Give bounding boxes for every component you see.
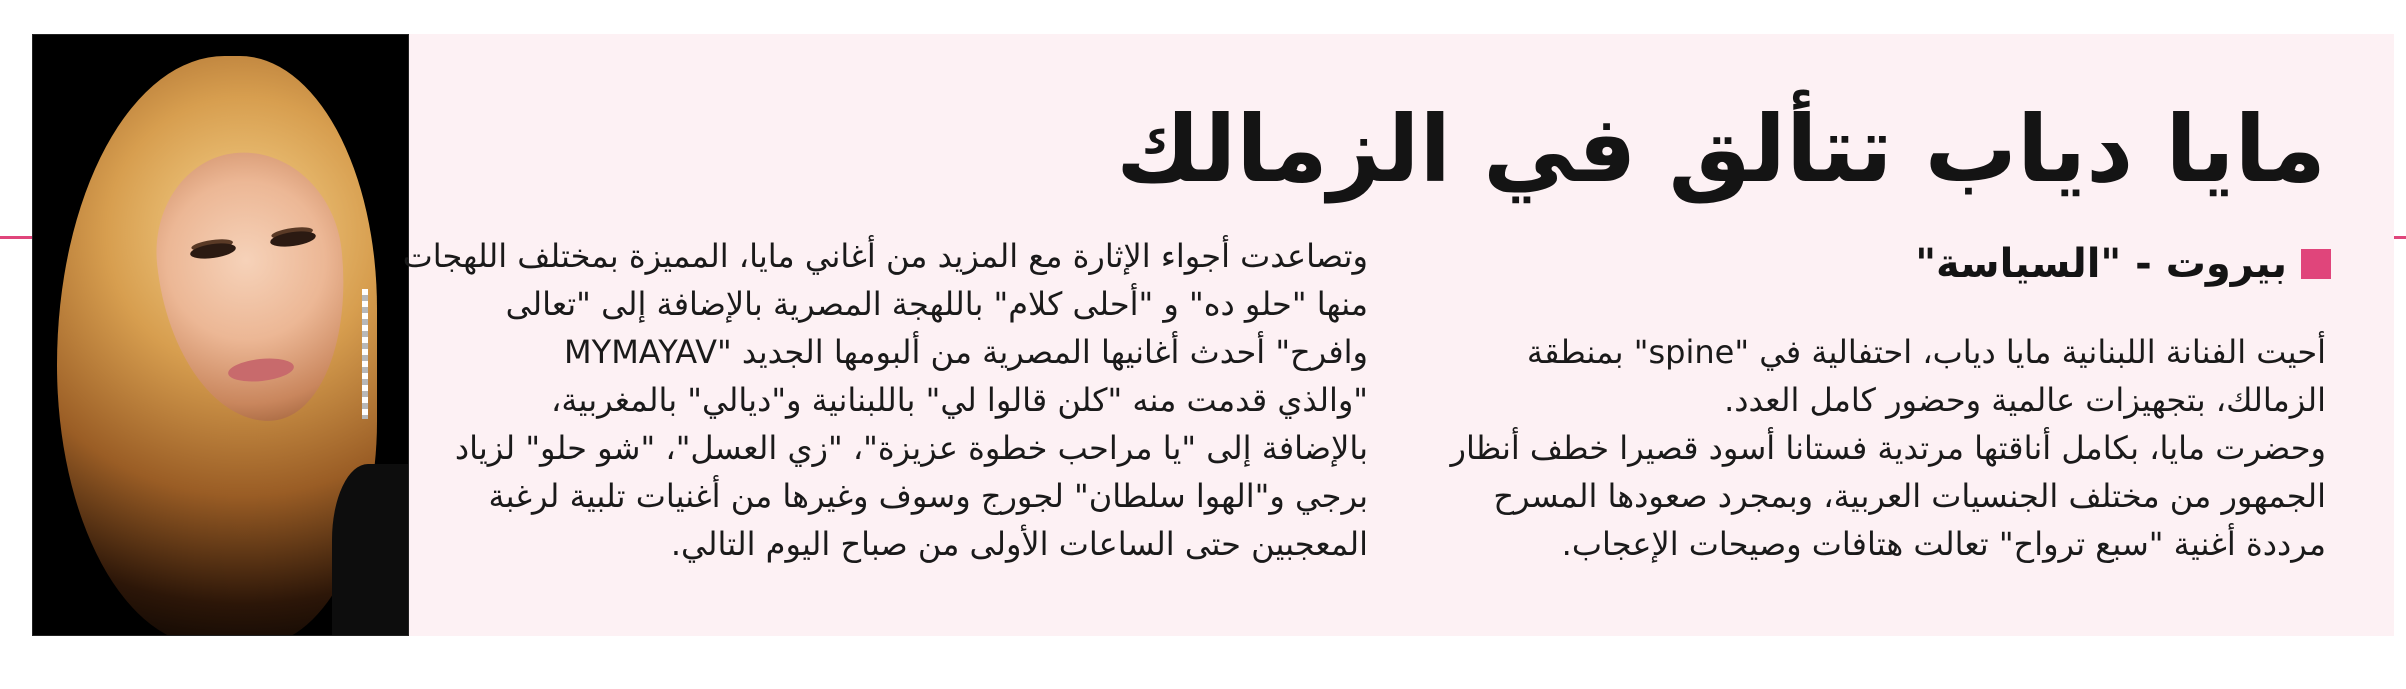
column-line: الزمالك، بتجهيزات عالمية وحضور كامل العدد. bbox=[1724, 381, 2326, 419]
column-line: برجي و"الهوا سلطان" لجورج وسوف وغيرها من أغنيات تلبية لرغبة bbox=[488, 477, 1368, 515]
article-column-left bbox=[402, 232, 1368, 568]
article-column-right bbox=[1446, 328, 2326, 568]
column-line: المعجبين حتى الساعات الأولى من صباح اليوم التالي. bbox=[670, 525, 1368, 563]
column-line: وحضرت مايا، بكامل أناقتها مرتدية فستانا أسود قصيرا خطف أنظار bbox=[1450, 429, 2326, 467]
crop-mark-left bbox=[0, 236, 32, 239]
column-line: وافرح" أحدث أغانيها المصرية من ألبومها الجديد "MYMAYAV bbox=[564, 333, 1368, 371]
column-line: بالإضافة إلى "يا مراحب خطوة عزيزة"، "زي العسل"، "شو حلو" لزياد bbox=[454, 429, 1368, 467]
column-line: مرددة أغنية "سبع ترواح" تعالت هتافات وصيحات الإعجاب. bbox=[1561, 525, 2326, 563]
column-line: أحيت الفنانة اللبنانية مايا دياب، احتفالية في "spine" بمنطقة bbox=[1526, 333, 2326, 371]
column-line: "والذي قدمت منه "كلن قالوا لي" باللبنانية و"ديالي" بالمغربية، bbox=[551, 381, 1368, 419]
column-line: منها "حلو ده" و "أحلى كلام" باللهجة المصرية بالإضافة إلى "تعالى bbox=[505, 285, 1368, 323]
crop-mark-right bbox=[2392, 236, 2406, 239]
dateline-text: بيروت - "السياسة" bbox=[1915, 241, 2287, 287]
article-dateline bbox=[1915, 240, 2331, 288]
photo-frame bbox=[32, 34, 409, 636]
article-headline: مايا دياب تتألق في الزمالك bbox=[1116, 96, 2326, 203]
column-line: وتصاعدت أجواء الإثارة مع المزيد من أغاني مايا، المميزة بمختلف اللهجات bbox=[402, 237, 1368, 275]
column-line: الجمهور من مختلف الجنسيات العربية، وبمجرد صعودها المسرح bbox=[1493, 477, 2326, 515]
dateline-square-icon bbox=[2301, 249, 2331, 279]
